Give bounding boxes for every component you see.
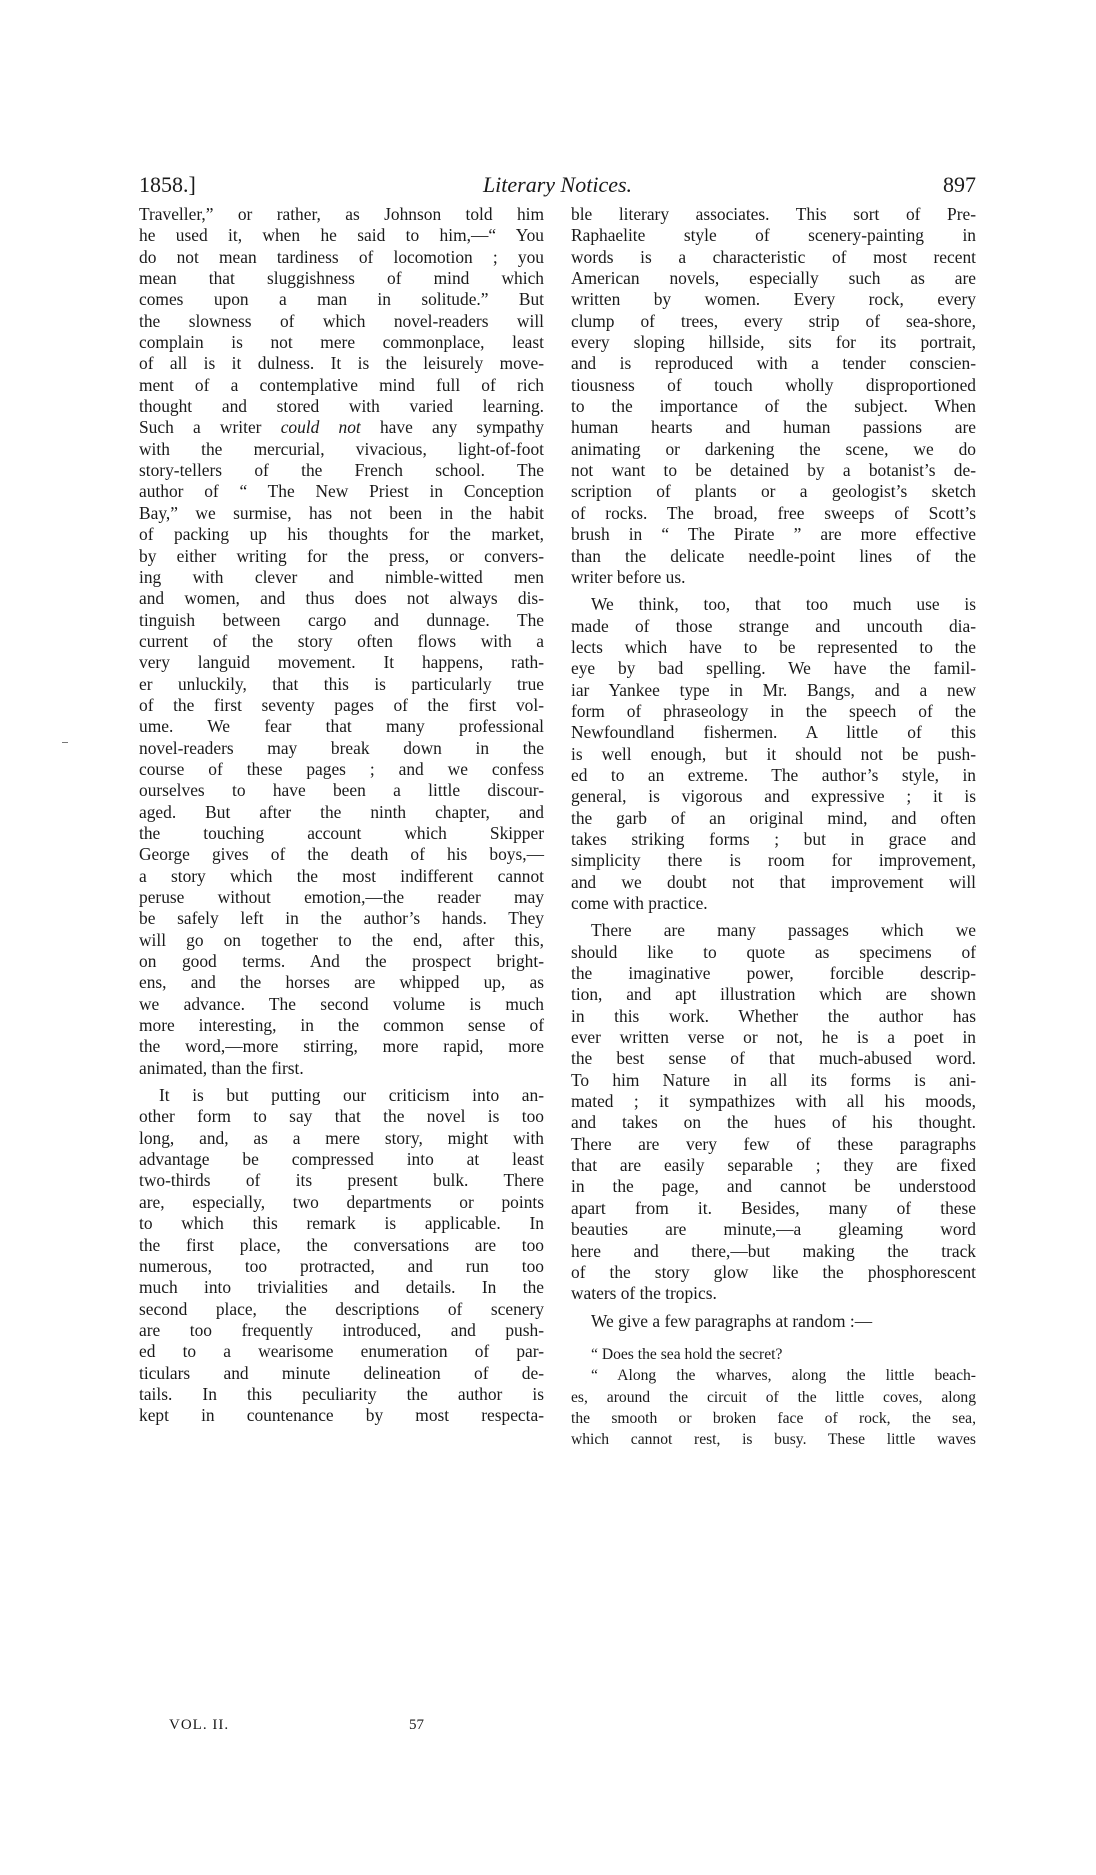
paragraph-line: Newfoundland fishermen. A little of this [571,722,976,743]
paragraph-line: are too frequently introduced, and push- [139,1319,544,1340]
paragraph-line: Raphaelite style of scenery-painting in [571,225,976,246]
paragraph-line: thought and stored with varied learning. [139,396,544,417]
paragraph-line: of the first seventy pages of the first vol- [139,694,544,715]
paragraph-line: ourselves to have been a little discour- [139,780,544,801]
paragraph-line: written by women. Every rock, every [571,289,976,310]
paragraph-line: should like to quote as specimens of [571,941,976,962]
paragraph-line: ment of a contemplative mind full of rich [139,374,544,395]
paragraph-line: much into trivialities and details. In the [139,1277,544,1298]
paragraph-line: the garb of an original mind, and often [571,807,976,828]
paragraph-line: every sloping hillside, sits for its portrait, [571,332,976,353]
running-head [139,170,976,200]
paragraph-line: animating or darkening the scene, we do [571,438,976,459]
running-head-title: Literary Notices. [482,172,633,197]
paragraph-line: the best sense of that much-abused word. [571,1048,976,1069]
paragraph-line: do not mean tardiness of locomotion ; you [139,246,544,267]
paragraph-line: the slowness of which novel-readers will [139,310,544,331]
paragraph-line: animated, than the first. [139,1057,304,1078]
paragraph-line: numerous, too protracted, and run too [139,1255,544,1276]
paragraph-line: aged. But after the ninth chapter, and [139,801,544,822]
paragraph-line: made of those strange and uncouth dia- [571,615,976,636]
paragraph-line: two-thirds of its present bulk. There [139,1170,544,1191]
volume-signature: VOL. II. [169,1717,230,1733]
paragraph-line: course of these pages ; and we confess [139,758,544,779]
paragraph-line: story-tellers of the French school. The [139,460,544,481]
paragraph-line: American novels, especially such as are [571,268,976,289]
paragraph-line: a story which the most indifferent cannot [139,865,544,886]
quoted-line: es, around the circuit of the little coves, along [571,1388,976,1406]
paragraph-line: apart from it. Besides, many of these [571,1197,976,1218]
paragraph-line: tiousness of touch wholly disproportioned [571,374,976,395]
paragraph-line: ticulars and minute delineation of de- [139,1362,544,1383]
paragraph-line: It is but putting our criticism into an- [159,1085,544,1106]
quoted-line: which cannot rest, is busy. These little waves [571,1431,976,1449]
paragraph-line: he used it, when he said to him,—“ You [139,225,544,246]
paragraph-line: of the story glow like the phosphorescent [571,1261,976,1282]
paragraph-line: the word,—more stirring, more rapid, more [139,1036,544,1057]
paragraph-line: will go on together to the end, after this, [139,929,544,950]
paragraph-line: There are very few of these paragraphs [571,1133,976,1154]
paragraph-line: general, is vigorous and expressive ; it is [571,786,976,807]
paragraph-line: George gives of the death of his boys,— [139,844,544,865]
paragraph-line: current of the story often flows with a [139,630,544,651]
paragraph-line: beauties are minute,—a gleaming word [571,1219,976,1240]
paragraph-line: in the page, and cannot be understood [571,1176,976,1197]
paragraph-line: er unluckily, that this is particularly true [139,673,544,694]
italic-emphasis: could not [280,417,361,438]
right-column [571,204,976,1451]
paragraph-line: of rocks. The broad, free sweeps of Scott’s [571,502,976,523]
paragraph-line: complain is not mere commonplace, least [139,332,544,353]
paragraph-line: here and there,—but making the track [571,1240,976,1261]
paragraph-line: we advance. The second volume is much [139,993,544,1014]
paragraph-line: author of “ The New Priest in Conception [139,481,544,502]
paragraph-line: simplicity there is room for improvement, [571,850,976,871]
paragraph-line: peruse without emotion,—the reader may [139,887,544,907]
paragraph-line: To him Nature in all its forms is ani- [571,1069,976,1090]
paragraph-line: more interesting, in the common sense of [139,1015,544,1036]
paragraph-line: Traveller,” or rather, as Johnson told him [139,204,544,224]
paragraph-line: takes striking forms ; but in grace and [571,828,976,849]
paragraph-line: ed to an extreme. The author’s style, in [571,764,976,785]
paragraph-line: Such a writer could not have any sympathy [139,417,544,438]
paragraph-line: the first place, the conversations are too [139,1234,544,1255]
paragraph-line: and is reproduced with a tender conscien- [571,353,976,374]
paragraph-line: in this work. Whether the author has [571,1005,976,1026]
paragraph-line: scription of plants or a geologist’s sketch [571,481,976,502]
page-number: 897 [943,172,976,197]
paragraph-line: by either writing for the press, or convers- [139,545,544,566]
paragraph-line: of packing up his thoughts for the market, [139,524,544,545]
paragraph-line: are, especially, two departments or points [139,1191,544,1212]
paragraph-line: and we doubt not that improvement will [571,871,976,892]
paragraph-line: ume. We fear that many professional [139,716,544,737]
paragraph-line: We give a few paragraphs at random :— [591,1310,873,1331]
paragraph-line: form of phraseology in the speech of the [571,700,976,721]
paragraph-line: comes upon a man in solitude.” But [139,289,544,310]
running-head-year: 1858.] [139,172,196,197]
paragraph-line: and takes on the hues of his thought. [571,1112,976,1133]
quoted-line: the smooth or broken face of rock, the sea, [571,1409,976,1427]
paragraph-line: human hearts and human passions are [571,417,976,438]
paragraph-line: There are many passages which we [591,920,976,941]
paragraph-line: ble literary associates. This sort of Pre- [571,204,976,224]
paragraph-line: writer before us. [571,566,686,587]
paragraph-line: mated ; it sympathizes with all his moods, [571,1091,976,1112]
paragraph-line: with the mercurial, vivacious, light-of-foot [139,438,544,459]
signature-number: 57 [409,1717,424,1733]
paragraph-line: waters of the tropics. [571,1283,717,1304]
paragraph-line: be safely left in the author’s hands. They [139,908,544,929]
paragraph-line: second place, the descriptions of scenery [139,1298,544,1319]
paragraph-line: tinguish between cargo and dunnage. The [139,609,544,630]
paragraph-line: eye by bad spelling. We have the famil- [571,658,976,679]
paragraph-line: is well enough, but it should not be push- [571,743,976,764]
paragraph-line: words is a characteristic of most recent [571,246,976,267]
paragraph-line: lects which have to be represented to the [571,636,976,657]
paragraph-line: advantage be compressed into at least [139,1149,544,1170]
left-column [139,204,544,1427]
paragraph-line: tails. In this peculiarity the author is [139,1383,544,1404]
paragraph-line: that are easily separable ; they are fixed [571,1155,976,1176]
paragraph-line: the imaginative power, forcible descrip- [571,963,976,984]
quoted-line: “ Along the wharves, along the little beach- [591,1367,976,1385]
paragraph-line: ed to a wearisome enumeration of par- [139,1341,544,1362]
paragraph-line: and women, and thus does not always dis- [139,588,544,609]
paragraph-line: Bay,” we surmise, has not been in the habit [139,502,544,523]
paragraph-line: kept in countenance by most respecta- [139,1405,544,1426]
paragraph-line: on good terms. And the prospect bright- [139,951,544,972]
paragraph-line: clump of trees, every strip of sea-shore, [571,310,976,331]
paragraph-line: novel-readers may break down in the [139,737,544,758]
paragraph-line: other form to say that the novel is too [139,1106,544,1127]
paragraph-line: come with practice. [571,893,708,913]
paragraph-line: very languid movement. It happens, rath- [139,652,544,673]
paragraph-line: the touching account which Skipper [139,822,544,843]
paragraph-line: ever written verse or not, he is a poet in [571,1027,976,1048]
quoted-line: “ Does the sea hold the secret? [591,1345,783,1363]
paragraph-line: of all is it dulness. It is the leisurely move- [139,353,544,374]
paragraph-line: We think, too, that too much use is [591,594,976,615]
paragraph-line: mean that sluggishness of mind which [139,268,544,289]
paragraph-line: iar Yankee type in Mr. Bangs, and a new [571,679,976,700]
paragraph-line: ing with clever and nimble-witted men [139,566,544,587]
paragraph-line: brush in “ The Pirate ” are more effective [571,524,976,545]
paragraph-line: long, and, as a mere story, might with [139,1127,544,1148]
paragraph-line: tion, and apt illustration which are shown [571,984,976,1005]
paragraph-line: ens, and the horses are whipped up, as [139,972,544,993]
paragraph-line: than the delicate needle-point lines of the [571,545,976,566]
paragraph-line: to the importance of the subject. When [571,396,976,417]
paragraph-line: to which this remark is applicable. In [139,1213,544,1234]
margin-mark [62,742,68,743]
paragraph-line: not want to be detained by a botanist’s de- [571,460,976,481]
